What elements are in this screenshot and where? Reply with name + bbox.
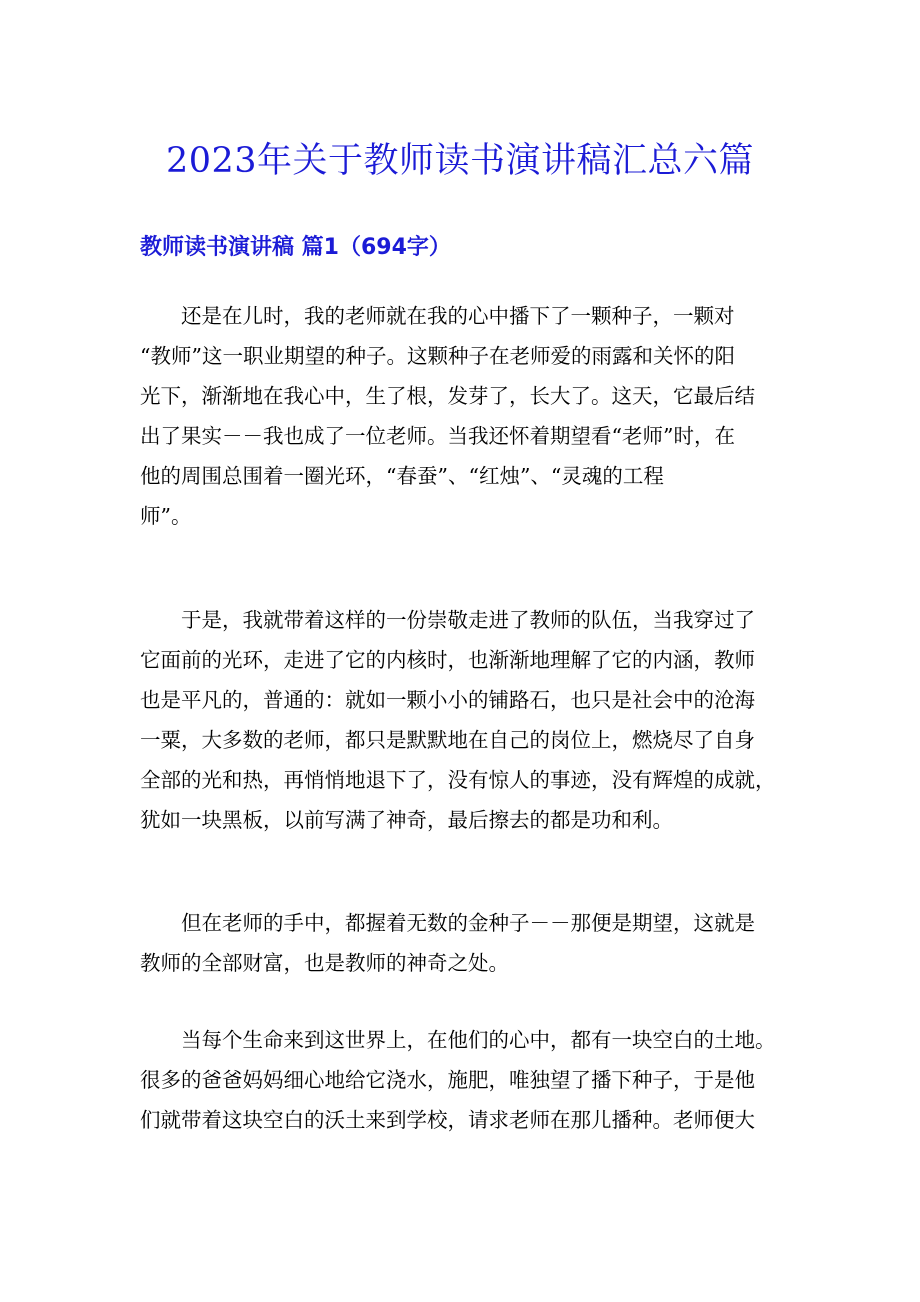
paragraph-line: 还是在儿时，我的老师就在我的心中播下了一颗种子，一颗对 [140,304,735,328]
paragraph-1 [140,296,782,536]
paragraph-line: 他的周围总围着一圈光环，“春蚕”、“红烛”、“灵魂的工程 [140,464,664,488]
paragraph-line: 当每个生命来到这世界上，在他们的心中，都有一块空白的土地。 [140,1028,776,1052]
paragraph-3 [140,903,782,983]
paragraph-line: 全部的光和热，再悄悄地退下了，没有惊人的事迹，没有辉煌的成就， [140,768,776,792]
paragraph-line: 但在老师的手中，都握着无数的金种子－－那便是期望，这就是 [140,911,755,935]
paragraph-line: 很多的爸爸妈妈细心地给它浇水，施肥，唯独望了播下种子，于是他 [140,1068,755,1092]
paragraph-line: 它面前的光环，走进了它的内核时，也渐渐地理解了它的内涵，教师 [140,648,755,672]
paragraph-line: 于是，我就带着这样的一份崇敬走进了教师的队伍，当我穿过了 [140,608,755,632]
paragraph-line: 一粟，大多数的老师，都只是默默地在自己的岗位上，燃烧尽了自身 [140,728,755,752]
paragraph-2 [140,600,782,840]
paragraph-line: 也是平凡的，普通的：就如一颗小小的铺路石，也只是社会中的沧海 [140,688,755,712]
section-heading: 教师读书演讲稿 篇1（694字） [140,235,451,260]
paragraph-line: “教师”这一职业期望的种子。这颗种子在老师爱的雨露和关怀的阳 [140,344,735,368]
paragraph-line: 教师的全部财富，也是教师的神奇之处。 [140,951,509,975]
paragraph-line: 犹如一块黑板，以前写满了神奇，最后擦去的都是功和利。 [140,808,673,832]
paragraph-line: 师”。 [140,504,192,528]
paragraph-line: 出了果实－－我也成了一位老师。当我还怀着期望看“老师”时，在 [140,424,735,448]
document-title: 2023年关于教师读书演讲稿汇总六篇 [165,141,755,181]
paragraph-line: 们就带着这块空白的沃土来到学校，请求老师在那儿播种。老师便大 [140,1108,755,1132]
paragraph-line: 光下，渐渐地在我心中，生了根，发芽了，长大了。这天，它最后结 [140,384,755,408]
paragraph-4 [140,1020,782,1140]
